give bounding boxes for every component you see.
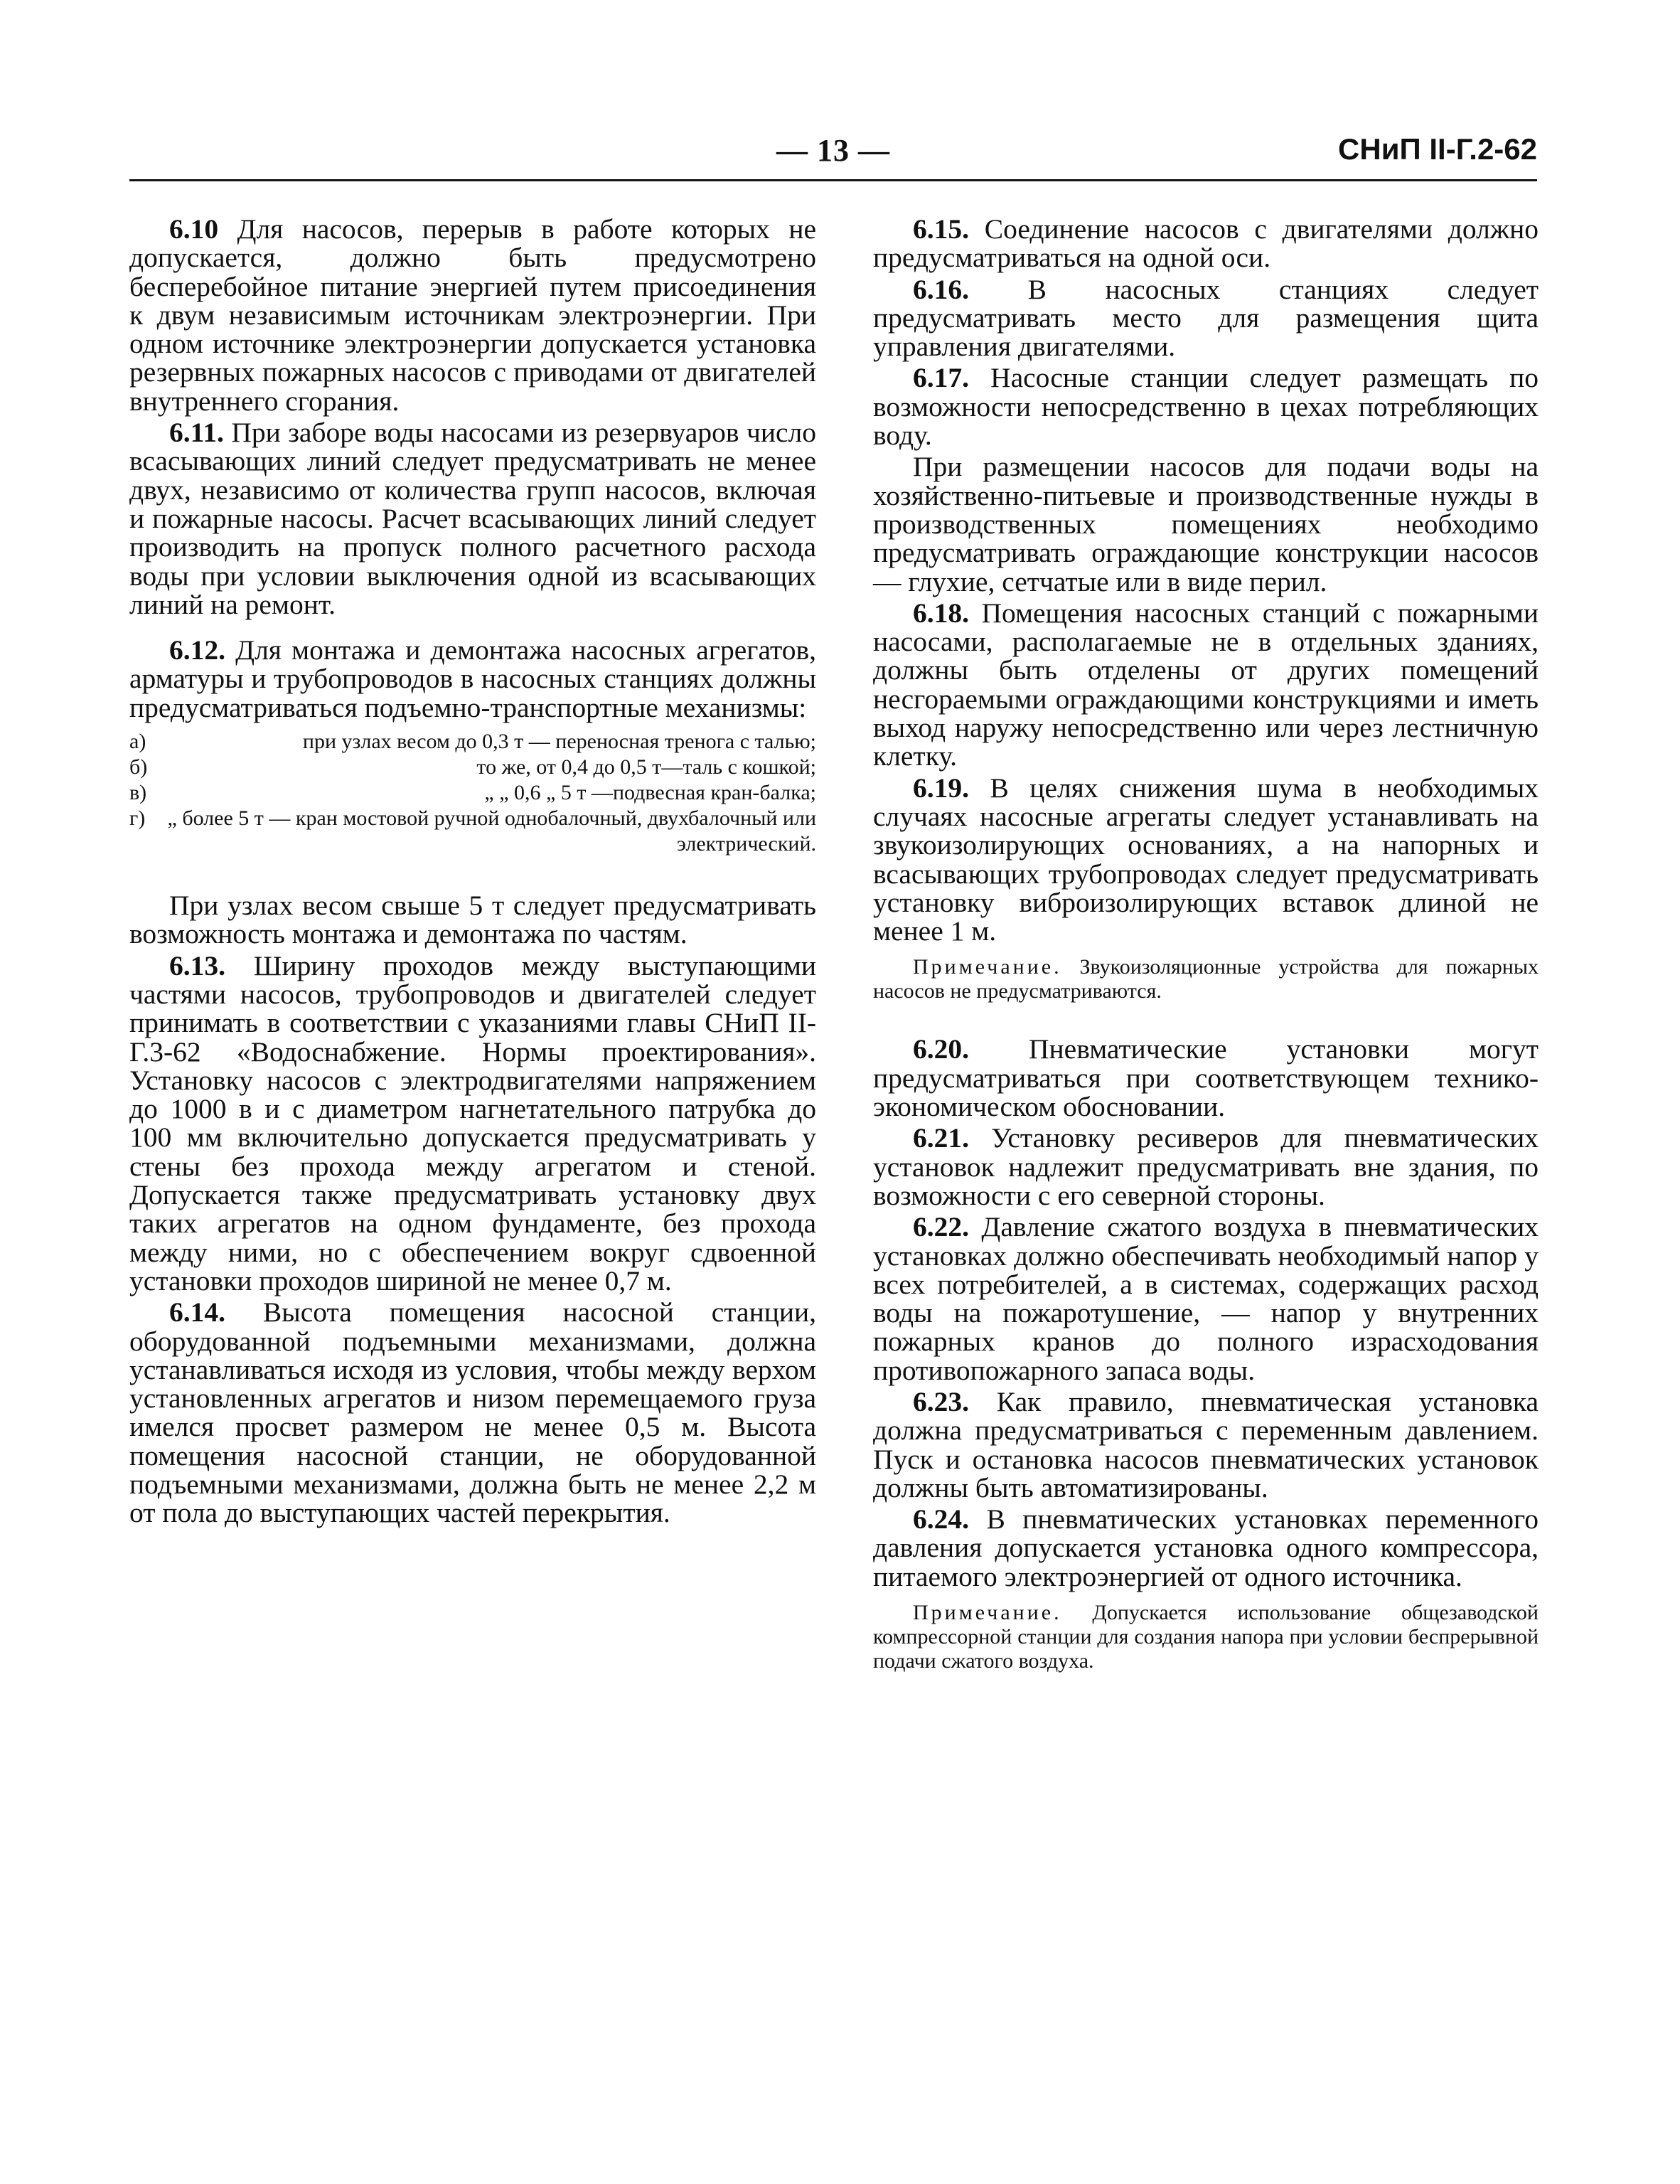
clause-6-12-continued: При узлах весом свыше 5 т следует предусматривать возможность монтажа и демонтажа по частям. <box>129 890 816 950</box>
clause-6-17-continued: При размещении насосов для подачи воды на хозяйственно-питьевые и производственные нужды в производственных помещениях необходимо предусматривать ограждающие конструкции насосов — глухие, сетчатые или в виде перил. <box>873 451 1539 597</box>
note-compressor: Примечание. Допускается использование общезаводской компрессорной станции для создания напора при условии беспрерывной подачи сжатого воздуха. <box>873 1601 1539 1673</box>
clause-6-13: 6.13. Ширину проходов между выступающими частями насосов, трубопроводов и двигателей следует принимать в соответствии с указаниями главы СНиП II-Г.3-62 «Водоснабжение. Нормы проектирования». Установку насосов с электродвигателями напряжением до 1000 в и с диаметром нагнетательного патрубка до 100 мм включительно допускается предусматривать у стены без прохода между агрегатом и стеной. Допускается также предусматривать установку двух таких агрегатов на одном фундаменте, без прохода между ними, но с обеспечением вокруг сдвоенной установки проходов шириной не менее 0,7 м. <box>129 949 816 1296</box>
clause-6-19: 6.19. В целях снижения шума в необходимых случаях насосные агрегаты следует устанавливать на звукоизолирующих основаниях, а на напорных и всасывающих трубопроводах следует предусматривать установку виброизолирующих вставок длиной не менее 1 м. <box>873 772 1539 947</box>
clause-6-20: 6.20. Пневматические установки могут предусматриваться при соответствующем технико-экономическом обосновании. <box>873 1033 1539 1123</box>
clause-6-12: 6.12. Для монтажа и демонтажа насосных агрегатов, арматуры и трубопроводов в насосных станциях должны предусматриваться подъемно-транспортные механизмы: <box>129 634 817 723</box>
list-item: в) „ „ 0,6 „ 5 т —подвесная кран-балка; <box>129 781 816 805</box>
page-header <box>129 132 1537 182</box>
clause-6-23: 6.23. Как правило, пневматическая установка должна предусматриваться с переменным давлением. Пуск и остановка насосов пневматических установок должны быть автоматизированы. <box>873 1385 1539 1503</box>
clause-6-24: 6.24. В пневматических установках переменного давления допускается установка одного компрессора, питаемого электроэнергией от одного источника. <box>873 1503 1539 1592</box>
clause-6-15: 6.15. Соединение насосов с двигателями должно предусматриваться на одной оси. <box>873 213 1539 274</box>
header-rule <box>129 179 1537 181</box>
clause-6-21: 6.21. Установку ресиверов для пневматических установок надлежит предусматривать вне здания, по возможности с его северной стороны. <box>873 1122 1539 1211</box>
clause-6-10: 6.10 Для насосов, перерыв в работе которых не допускается, должно быть предусмотрено бесперебойное питание энергией путем присоединения к двум независимым источникам электроэнергии. При одном источнике электроэнергии допускается установка резервных пожарных насосов с приводами от двигателей внутреннего сгорания. <box>129 213 816 417</box>
lifting-mechanisms-list <box>129 729 816 857</box>
list-item: г) „ более 5 т — кран мостовой ручной однобалочный, двухбалочный или электрический. <box>129 806 816 856</box>
clause-6-16: 6.16. В насосных станциях следует предусматривать место для размещения щита управления двигателями. <box>873 273 1539 363</box>
clause-6-11: 6.11. При заборе воды насосами из резервуаров число всасывающих линий следует предусматривать не менее двух, независимо от количества групп насосов, включая и пожарные насосы. Расчет всасывающих линий следует производить на пропуск полного расчетного расхода воды при условии выключения одной из всасывающих линий на ремонт. <box>129 417 817 620</box>
spacer <box>129 860 816 891</box>
spacer <box>129 622 816 636</box>
clause-6-17: 6.17. Насосные станции следует размещать по возможности непосредственно в цехах потребляющих воду. <box>873 362 1539 452</box>
left-column <box>129 215 816 1530</box>
list-item: б) то же, от 0,4 до 0,5 т—таль с кошкой; <box>129 755 816 779</box>
clause-6-18: 6.18. Помещения насосных станций с пожарными насосами, располагаемые не в отдельных зданиях, должны быть отделены от других помещений несгораемыми ограждающими конструкциями и иметь выход наружу непосредственно или через лестничную клетку. <box>873 597 1539 772</box>
spacer <box>873 1003 1539 1035</box>
clause-6-14: 6.14. Высота помещения насосной станции, оборудованной подъемными механизмами, должна устанавливаться исходя из условия, чтобы между верхом установленных агрегатов и низом перемещаемого груза имелся просвет размером не менее 0,5 м. Высота помещения насосной станции, не оборудованной подъемными механизмами, должна быть не менее 2,2 м от пола до выступающих частей перекрытия. <box>129 1296 817 1529</box>
page-number: — 13 — <box>776 133 890 168</box>
note-soundproofing: Примечание. Звукоизоляционные устройства для пожарных насосов не предусматриваются. <box>873 955 1539 1003</box>
clause-6-22: 6.22. Давление сжатого воздуха в пневматических установках должно обеспечивать необходимый напор у всех потребителей, а в системах, содержащих расход воды на пожаротушение, — напор у внутренних пожарных кранов до полного израсходования противопожарного запаса воды. <box>873 1211 1539 1386</box>
document-code: СНиП II-Г.2-62 <box>1338 132 1537 166</box>
right-column <box>873 215 1539 1673</box>
list-item: а) при узлах весом до 0,3 т — переносная тренога с талью; <box>129 730 816 754</box>
